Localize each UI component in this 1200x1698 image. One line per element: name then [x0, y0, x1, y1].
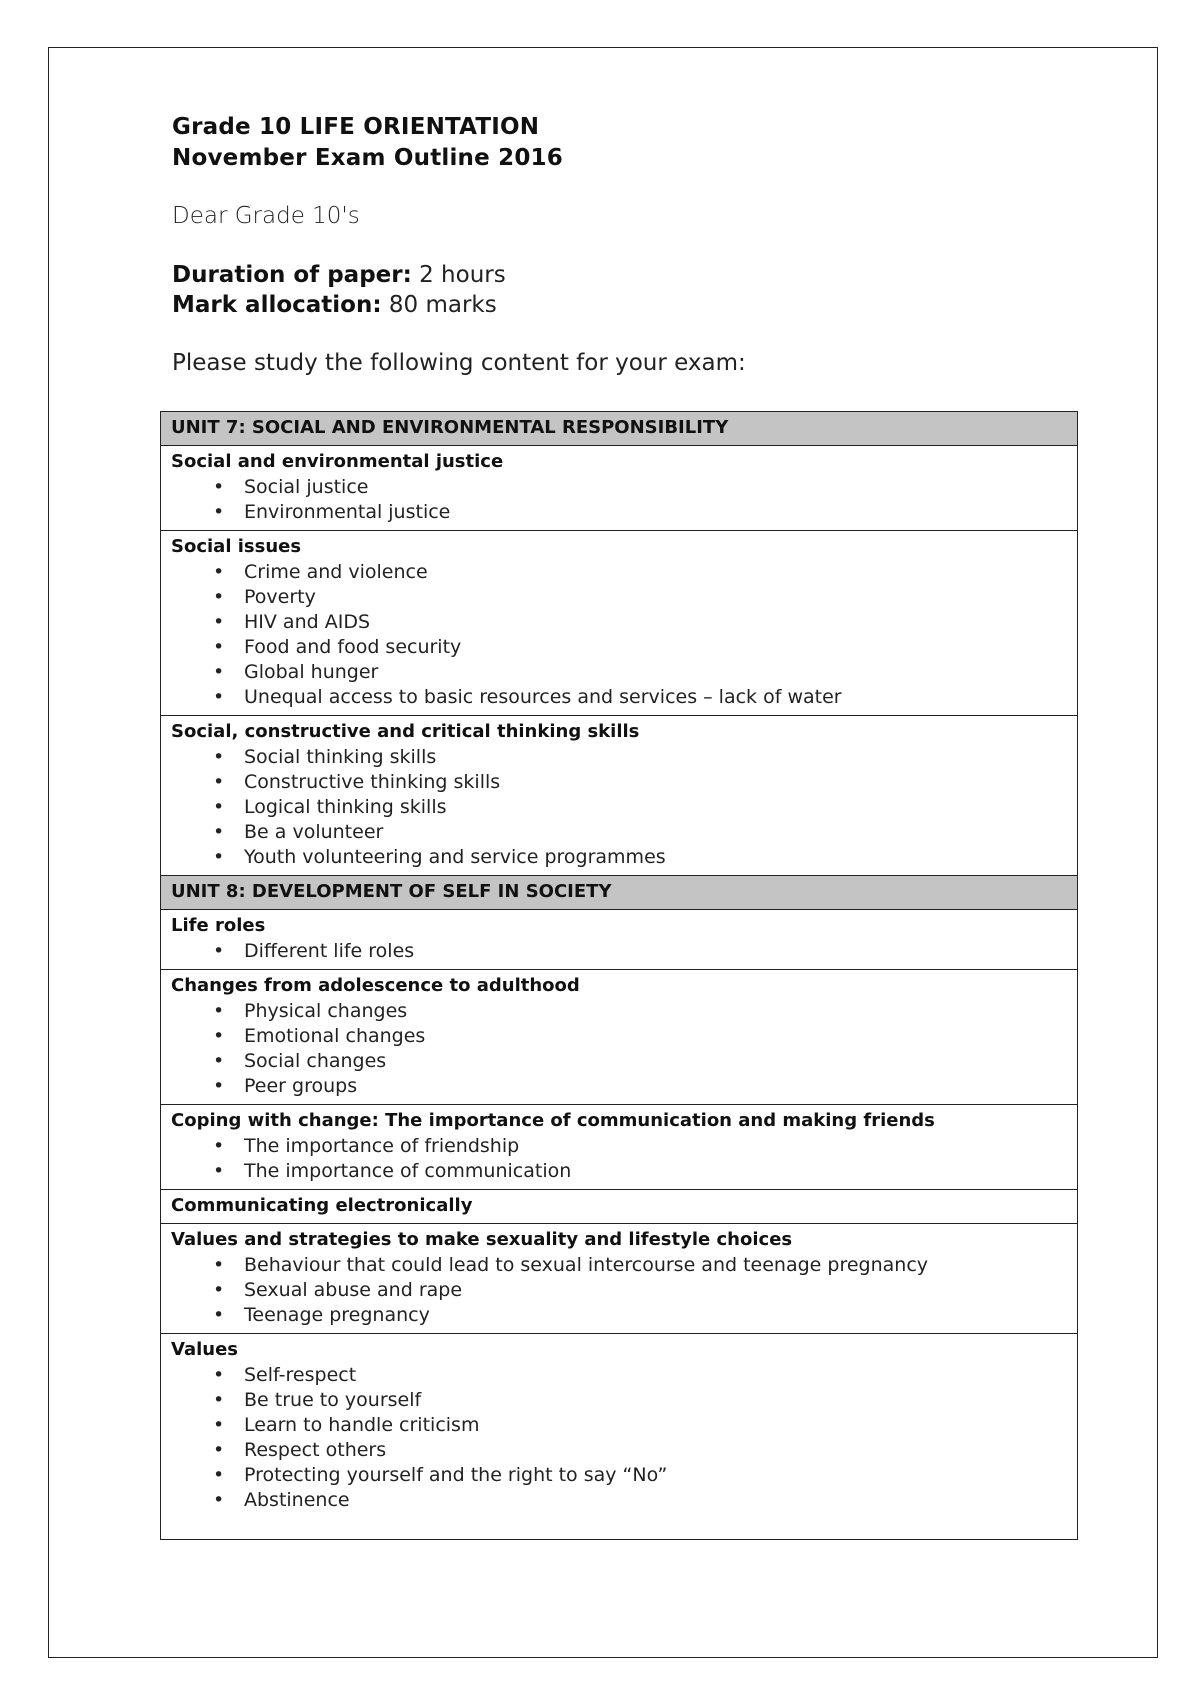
marks-value: 80 marks: [381, 292, 497, 318]
bullet-list: [171, 560, 1067, 710]
bullet-list: [171, 939, 1067, 964]
list-item: • HIV and AIDS: [171, 610, 1067, 635]
section-row: [161, 1334, 1078, 1540]
marks-label: Mark allocation:: [172, 292, 382, 318]
list-item: • Teenage pregnancy: [171, 1303, 1067, 1328]
list-item: • Youth volunteering and service programmes: [171, 845, 1067, 870]
section-row: [161, 531, 1078, 716]
bullet-list: [171, 1253, 1067, 1328]
unit-header-row: [161, 876, 1078, 910]
list-item: • Poverty: [171, 585, 1067, 610]
list-item: • The importance of friendship: [171, 1134, 1067, 1159]
section-row: [161, 910, 1078, 970]
bullet-list: [171, 999, 1067, 1099]
marks-line: [172, 290, 1082, 320]
section-heading: Coping with change: The importance of communication and making friends: [171, 1110, 935, 1131]
exam-outline-table: [160, 411, 1078, 1540]
document-title-line1: Grade 10 LIFE ORIENTATION: [172, 114, 540, 140]
list-item: • Global hunger: [171, 660, 1067, 685]
unit-title: UNIT 8: DEVELOPMENT OF SELF IN SOCIETY: [161, 876, 1078, 910]
unit-header-row: [161, 412, 1078, 446]
list-item: • Behaviour that could lead to sexual intercourse and teenage pregnancy: [171, 1253, 1067, 1278]
list-item: • Social justice: [171, 475, 1067, 500]
section-row: [161, 1190, 1078, 1224]
bullet-list: [171, 745, 1067, 870]
list-item: • Be true to yourself: [171, 1388, 1067, 1413]
section-row: [161, 446, 1078, 531]
section-row: [161, 1224, 1078, 1334]
list-item: • Different life roles: [171, 939, 1067, 964]
duration-line: [172, 260, 1082, 290]
section-heading: Social, constructive and critical thinking skills: [171, 721, 640, 742]
document-header: [172, 112, 1082, 379]
section-heading: Social and environmental justice: [171, 451, 504, 472]
document-title-line2: November Exam Outline 2016: [172, 145, 563, 171]
section-row: [161, 716, 1078, 876]
greeting: Dear Grade 10's: [172, 203, 360, 229]
list-item: • Unequal access to basic resources and services – lack of water: [171, 685, 1067, 710]
study-instruction: Please study the following content for your exam:: [172, 350, 746, 376]
list-item: • Physical changes: [171, 999, 1067, 1024]
bullet-list: [171, 1363, 1067, 1513]
list-item: • Crime and violence: [171, 560, 1067, 585]
section-heading: Values: [171, 1339, 238, 1360]
section-heading: Life roles: [171, 915, 266, 936]
section-heading: Values and strategies to make sexuality and lifestyle choices: [171, 1229, 793, 1250]
list-item: • Emotional changes: [171, 1024, 1067, 1049]
list-item: • Social thinking skills: [171, 745, 1067, 770]
list-item: • Sexual abuse and rape: [171, 1278, 1067, 1303]
section-heading: Changes from adolescence to adulthood: [171, 975, 580, 996]
list-item: • Social changes: [171, 1049, 1067, 1074]
list-item: • Protecting yourself and the right to say “No”: [171, 1463, 1067, 1488]
list-item: • Food and food security: [171, 635, 1067, 660]
exam-info: [172, 260, 1082, 320]
list-item: • Abstinence: [171, 1488, 1067, 1513]
unit-title: UNIT 7: SOCIAL AND ENVIRONMENTAL RESPONSIBILITY: [161, 412, 1078, 446]
list-item: • Self-respect: [171, 1363, 1067, 1388]
section-heading: Communicating electronically: [171, 1195, 473, 1216]
bullet-list: [171, 1134, 1067, 1184]
section-row: [161, 1105, 1078, 1190]
list-item: • Logical thinking skills: [171, 795, 1067, 820]
list-item: • Peer groups: [171, 1074, 1067, 1099]
list-item: • Environmental justice: [171, 500, 1067, 525]
list-item: • Respect others: [171, 1438, 1067, 1463]
list-item: • Learn to handle criticism: [171, 1413, 1067, 1438]
list-item: • Be a volunteer: [171, 820, 1067, 845]
list-item: • Constructive thinking skills: [171, 770, 1067, 795]
duration-label: Duration of paper:: [172, 262, 412, 288]
list-item: • The importance of communication: [171, 1159, 1067, 1184]
section-heading: Social issues: [171, 536, 302, 557]
bullet-list: [171, 475, 1067, 525]
section-row: [161, 970, 1078, 1105]
duration-value: 2 hours: [411, 262, 506, 288]
